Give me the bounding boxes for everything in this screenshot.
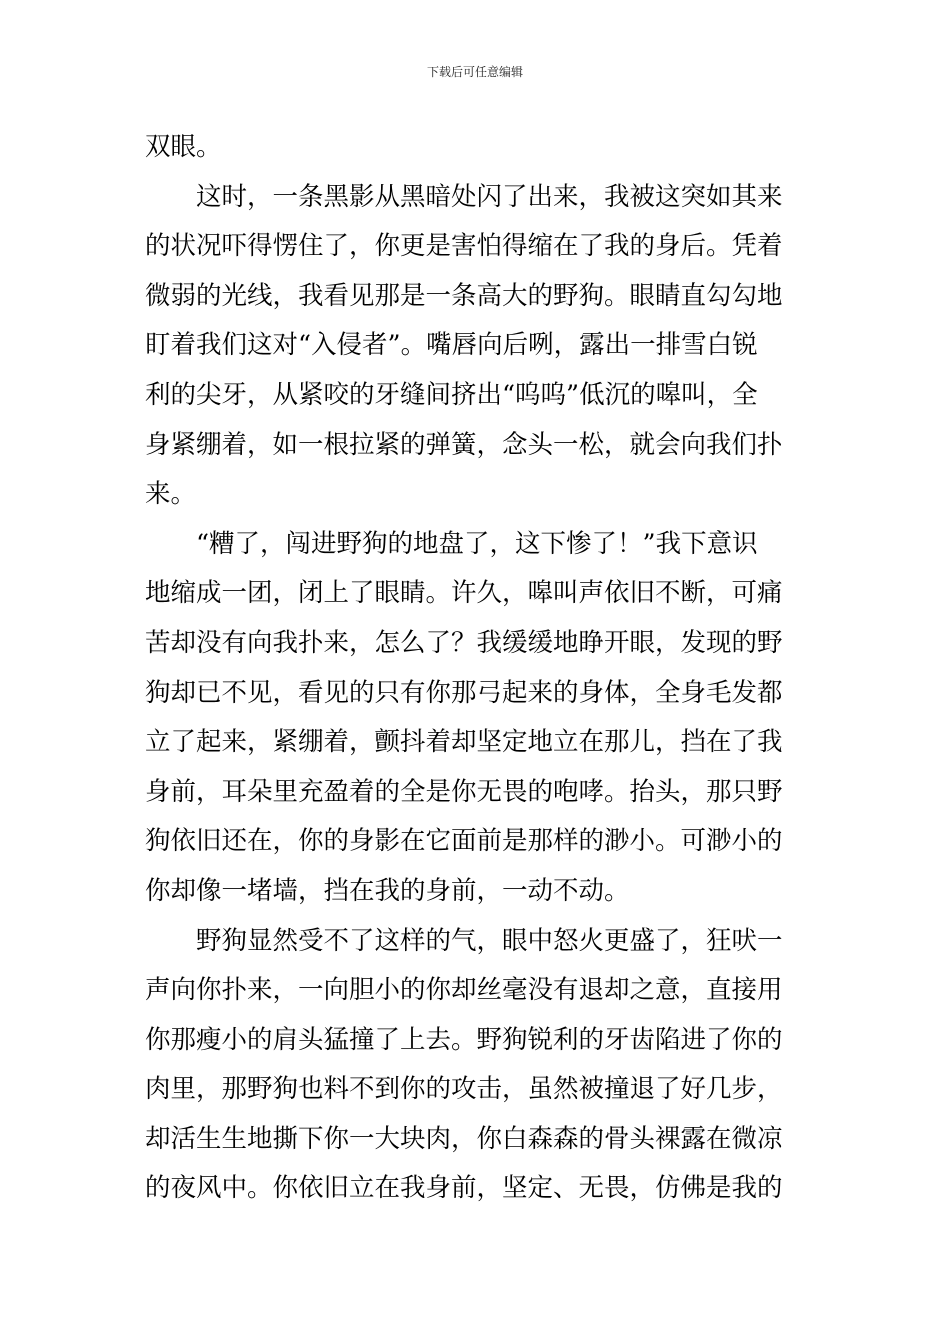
text-line: 来。: [145, 479, 197, 510]
text-line: “糟了，闯进野狗的地盘了，这下惨了！”我下意识: [196, 528, 758, 559]
text-line: 苦却没有向我扑来，怎么了？我缓缓地睁开眼，发现的野: [145, 627, 783, 658]
text-line: 盯着我们这对“入侵者”。嘴唇向后咧，露出一排雪白锐: [145, 330, 758, 361]
text-line: 立了起来，紧绷着，颤抖着却坚定地立在那儿，挡在了我: [145, 727, 783, 758]
text-line: 你却像一堵墙，挡在我的身前，一动不动。: [145, 875, 630, 906]
text-line: 肉里，那野狗也料不到你的攻击，虽然被撞退了好几步，: [145, 1074, 783, 1105]
text-line: 这时，一条黑影从黑暗处闪了出来，我被这突如其来: [196, 181, 783, 212]
text-line: 利的尖牙，从紧咬的牙缝间挤出“呜呜”低沉的嗥叫，全: [145, 379, 758, 410]
text-line: 声向你扑来，一向胆小的你却丝毫没有退却之意，直接用: [145, 975, 783, 1006]
text-line: 双眼。: [145, 132, 222, 162]
text-line: 的夜风中。你依旧立在我身前，坚定、无畏，仿佛是我的: [145, 1173, 783, 1204]
text-line: 微弱的光线，我看见那是一条高大的野狗。眼睛直勾勾地: [145, 280, 783, 311]
text-line: 身紧绷着，如一根拉紧的弹簧，念头一松，就会向我们扑: [145, 429, 783, 460]
text-line: 身前，耳朵里充盈着的全是你无畏的咆哮。抬头，那只野: [145, 776, 783, 807]
text-line: 狗依旧还在，你的身影在它面前是那样的渺小。可渺小的: [145, 826, 783, 857]
text-line: 地缩成一团，闭上了眼睛。许久，嗥叫声依旧不断，可痛: [145, 578, 783, 609]
text-line: 的状况吓得愣住了，你更是害怕得缩在了我的身后。凭着: [145, 231, 783, 262]
text-line: 野狗显然受不了这样的气，眼中怒火更盛了，狂吠一: [196, 925, 783, 956]
text-line: 狗却已不见，看见的只有你那弓起来的身体，全身毛发都: [145, 677, 783, 708]
text-line: 你那瘦小的肩头猛撞了上去。野狗锐利的牙齿陷进了你的: [145, 1024, 783, 1055]
text-line: 却活生生地撕下你一大块肉，你白森森的骨头裸露在微凉: [145, 1123, 783, 1154]
page-header: 下载后可任意编辑: [426, 65, 523, 79]
document-body: [145, 123, 807, 1214]
